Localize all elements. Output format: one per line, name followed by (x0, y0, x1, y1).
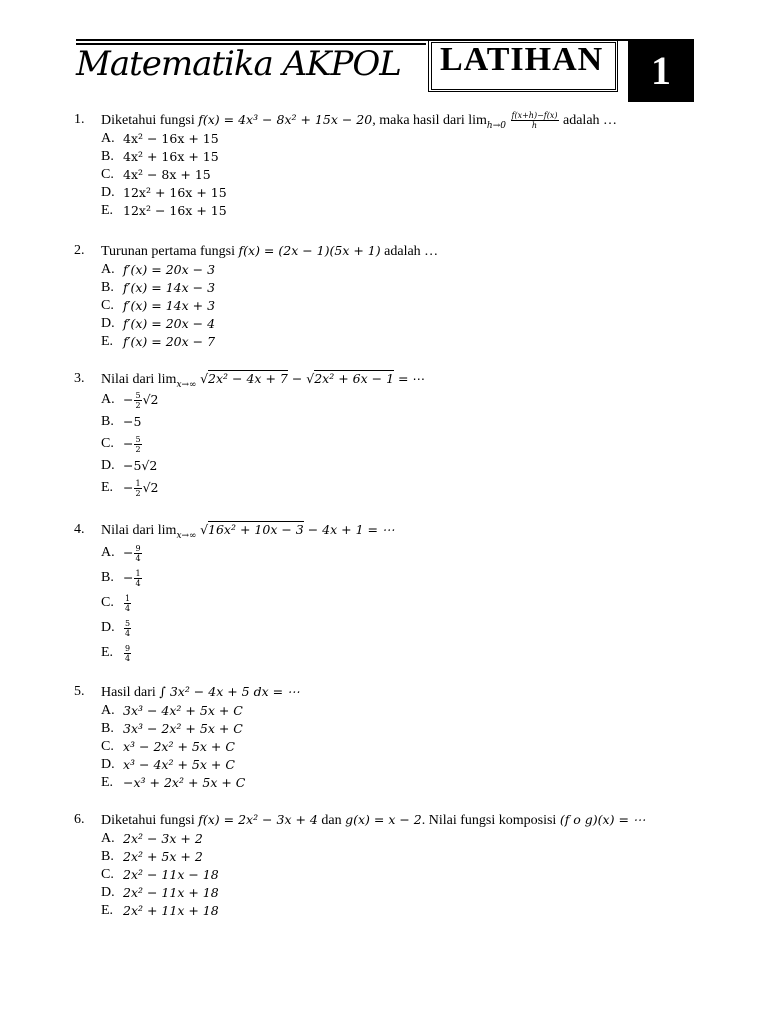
option-a[interactable]: A. − $\frac{5}{2}$ √2 (101, 391, 159, 410)
option-d[interactable]: D. −5√2 (101, 458, 158, 473)
option-e[interactable]: E. f′(x) = 20x − 7 (101, 334, 216, 349)
exercise-number: 1 (651, 48, 671, 93)
question-number: 5. (74, 684, 85, 699)
option-c[interactable]: C. x³ − 2x² + 5x + C (101, 739, 235, 754)
option-a[interactable]: A. 4x² − 16x + 15 (101, 131, 219, 146)
option-d[interactable]: D. 2x² − 11x + 18 (101, 885, 219, 900)
option-e[interactable]: E. 2x² + 11x + 18 (101, 903, 219, 918)
option-c[interactable]: C. f′(x) = 14x + 3 (101, 298, 216, 313)
question-stem (74, 810, 694, 830)
question-number: 3. (74, 371, 85, 386)
question-number: 2. (74, 243, 85, 258)
question-stem (74, 241, 694, 261)
question-number: 1. (74, 112, 85, 127)
option-d[interactable]: D. x³ − 4x² + 5x + C (101, 757, 235, 772)
question-stem (74, 369, 694, 389)
option-a[interactable]: A. − $\frac{9}{4}$ (101, 544, 141, 563)
option-b[interactable]: B. −5 (101, 414, 142, 429)
page-title: Matematika AKPOL (76, 44, 401, 84)
option-b[interactable]: B. 2x² + 5x + 2 (101, 849, 203, 864)
option-a[interactable]: A. 3x³ − 4x² + 5x + C (101, 703, 243, 718)
option-d[interactable]: D. $\frac{5}{4}$ (101, 619, 131, 638)
question-stem (74, 110, 694, 130)
option-c[interactable]: C. $\frac{1}{4}$ (101, 594, 131, 613)
option-b[interactable]: B. f′(x) = 14x − 3 (101, 280, 216, 295)
question-1 (74, 110, 694, 220)
question-text: Nilai dari $\lim_{x\to\infty} √16x^2 + 10x - 3 - 4x + 1$ = ⋯ (101, 522, 395, 541)
option-c[interactable]: C. 2x² − 11x − 18 (101, 867, 219, 882)
option-b[interactable]: B. 4x² + 16x + 15 (101, 149, 219, 164)
option-a[interactable]: A. f′(x) = 20x − 3 (101, 262, 216, 277)
option-e[interactable]: E. 12x² − 16x + 15 (101, 203, 227, 218)
question-3 (74, 369, 694, 499)
question-text: Diketahui fungsi f(x) = 4x³ − 8x² + 15x − 20, maka hasil dari $\lim_{h\to 0}$ $\frac{f(x+h)-f(x)}{h}$ adalah … (101, 111, 618, 131)
page-header (0, 0, 768, 110)
question-6 (74, 810, 694, 920)
question-text: Turunan pertama fungsi f(x) = (2x − 1)(5x + 1) adalah … (101, 243, 439, 259)
option-d[interactable]: D. f′(x) = 20x − 4 (101, 316, 216, 331)
question-stem (74, 520, 694, 540)
question-number: 4. (74, 522, 85, 537)
option-c[interactable]: C. − $\frac{5}{2}$ (101, 435, 141, 454)
question-5 (74, 682, 694, 792)
radicand-1: 2x² − 4x + 7 (208, 371, 288, 386)
exercise-number-badge (628, 40, 694, 102)
option-e[interactable]: E. $\frac{9}{4}$ (101, 644, 131, 663)
radicand-2: 2x² + 6x − 1 (314, 371, 395, 386)
limit-fraction: $\frac{f(x+h)-f(x)}{h}$ (511, 111, 558, 131)
question-text: Hasil dari ∫ 3x² − 4x + 5 dx = ⋯ (101, 684, 300, 700)
option-a[interactable]: A. 2x² − 3x + 2 (101, 831, 203, 846)
question-number: 6. (74, 812, 85, 827)
question-stem (74, 682, 694, 702)
option-e[interactable]: E. − $\frac{1}{2}$ √2 (101, 479, 159, 498)
question-2 (74, 241, 694, 351)
option-e[interactable]: E. −x³ + 2x² + 5x + C (101, 775, 246, 790)
option-d[interactable]: D. 12x² + 16x + 15 (101, 185, 227, 200)
radicand: 16x² + 10x − 3 (208, 522, 304, 537)
option-b[interactable]: B. − $\frac{1}{4}$ (101, 569, 141, 588)
option-c[interactable]: C. 4x² − 8x + 15 (101, 167, 211, 182)
option-b[interactable]: B. 3x³ − 2x² + 5x + C (101, 721, 243, 736)
question-text: Nilai dari $\lim_{x\to\infty} √2x^2 - 4x + 7 - √2x^2 + 6x - 1$ = ⋯ (101, 371, 425, 390)
question-text: Diketahui fungsi f(x) = 2x² − 3x + 4 dan g(x) = x − 2. Nilai fungsi komposisi (f o g)(x) = ⋯ (101, 812, 646, 828)
question-4 (74, 520, 694, 665)
latihan-label: LATIHAN (440, 41, 604, 78)
